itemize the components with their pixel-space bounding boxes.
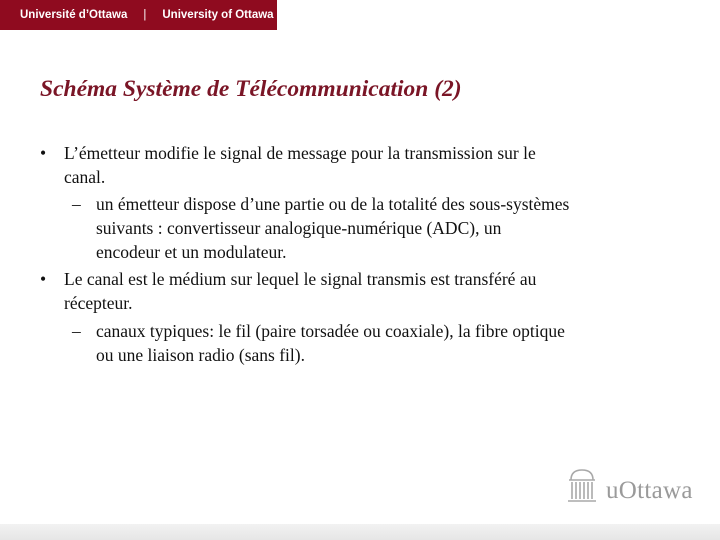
sub-bullet-marker: – <box>72 194 81 214</box>
header-bar <box>0 0 277 30</box>
sub-bullet-text-line: canaux typiques: le fil (paire torsadée ou coaxiale), la fibre optique <box>96 321 565 341</box>
bullet-text-line: Le canal est le médium sur lequel le signal transmis est transféré au <box>64 269 537 289</box>
building-icon <box>566 466 602 506</box>
slide-title: Schéma Système de Télécommunication (2) <box>40 76 462 102</box>
bullet-text-line: canal. <box>64 167 106 187</box>
sub-bullet-text-line: suivants : convertisseur analogique-numérique (ADC), un <box>96 218 502 238</box>
header-separator: | <box>143 9 147 21</box>
sub-bullet-text-line: un émetteur dispose d’une partie ou de la totalité des sous-systèmes <box>96 194 570 214</box>
university-name-fr: Université d’Ottawa <box>20 9 128 21</box>
sub-bullet-text-line: encodeur et un modulateur. <box>96 242 287 262</box>
bullet-marker: • <box>40 143 47 163</box>
university-name-en: University of Ottawa <box>162 9 274 21</box>
sub-bullet-marker: – <box>72 321 81 341</box>
bullet-marker: • <box>40 269 47 289</box>
uottawa-logo-text: uOttawa <box>606 477 693 504</box>
sub-bullet-text-line: ou une liaison radio (sans fil). <box>96 345 305 365</box>
footer-band <box>0 524 720 540</box>
bullet-text-line: récepteur. <box>64 293 133 313</box>
bullet-text-line: L’émetteur modifie le signal de message pour la transmission sur le <box>64 143 536 163</box>
